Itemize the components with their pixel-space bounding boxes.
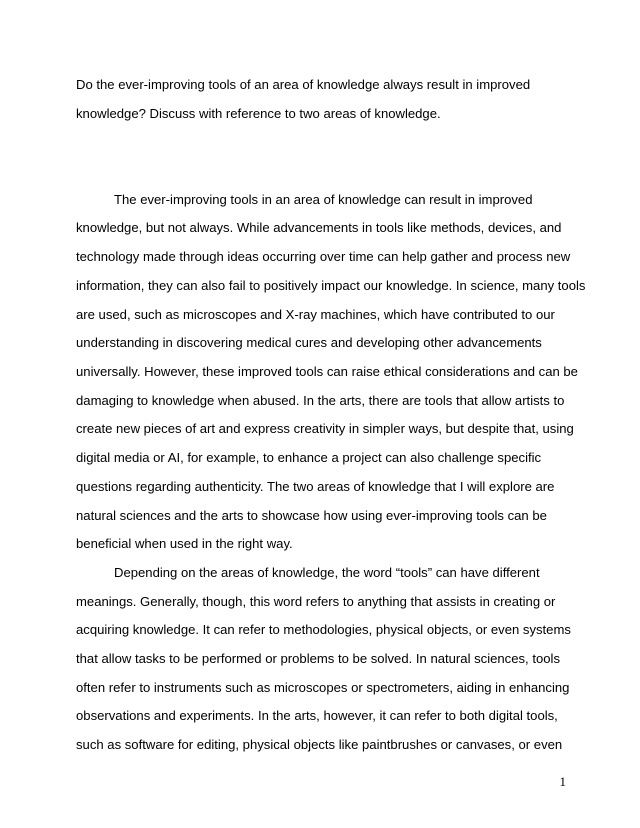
paragraph-line: damaging to knowledge when abused. In the arts, there are tools that allow artists to [76,392,565,408]
paragraph-line: questions regarding authenticity. The two areas of knowledge that I will explore are [76,478,555,494]
paragraph-1 [76,186,586,559]
paragraph-line: acquiring knowledge. It can refer to methodologies, physical objects, or even systems [76,622,571,638]
paragraph-line: observations and experiments. In the arts, however, it can refer to both digital tools, [76,708,558,724]
paragraph-line: knowledge, but not always. While advancements in tools like methods, devices, and [76,220,562,236]
paragraph-line: digital media or AI, for example, to enhance a project can also challenge specific [76,450,542,466]
paragraph-line: natural sciences and the arts to showcase how using ever-improving tools can be [76,507,547,523]
paragraph-line: often refer to instruments such as microscopes or spectrometers, aiding in enhancing [76,679,570,695]
paragraph-line: understanding in discovering medical cures and developing other advancements [76,335,542,351]
paragraph-line: The ever-improving tools in an area of knowledge can result in improved [114,191,533,207]
paragraph-line: Depending on the areas of knowledge, the word “tools” can have different [114,564,540,580]
paragraph-line: universally. However, these improved tools can raise ethical considerations and can be [76,364,578,379]
prompt-line: Do the ever-improving tools of an area of knowledge always result in improved [76,77,531,92]
page-number: 1 [559,774,566,789]
paragraph-line: beneficial when used in the right way. [76,536,293,552]
paragraph-line: technology made through ideas occurring over time can help gather and process new [76,249,571,265]
paragraph-line: that allow tasks to be performed or problems to be solved. In natural sciences, tools [76,651,560,667]
paragraph-2 [76,559,576,760]
blank-line [76,128,576,157]
essay-prompt [76,71,576,128]
essay-body [76,71,586,760]
prompt-line: knowledge? Discuss with reference to two areas of knowledge. [76,105,441,121]
paragraph-line: create new pieces of art and express creativity in simpler ways, but despite that, using [76,421,574,437]
paragraph-line: such as software for editing, physical objects like paintbrushes or canvases, or even [76,737,563,753]
paragraph-line: meanings. Generally, though, this word refers to anything that assists in creating or [76,593,556,609]
blank-line [76,157,576,186]
paragraph-line: are used, such as microscopes and X-ray machines, which have contributed to our [76,306,555,322]
paragraph-line: information, they can also fail to positively impact our knowledge. In science, many tools [76,277,586,293]
